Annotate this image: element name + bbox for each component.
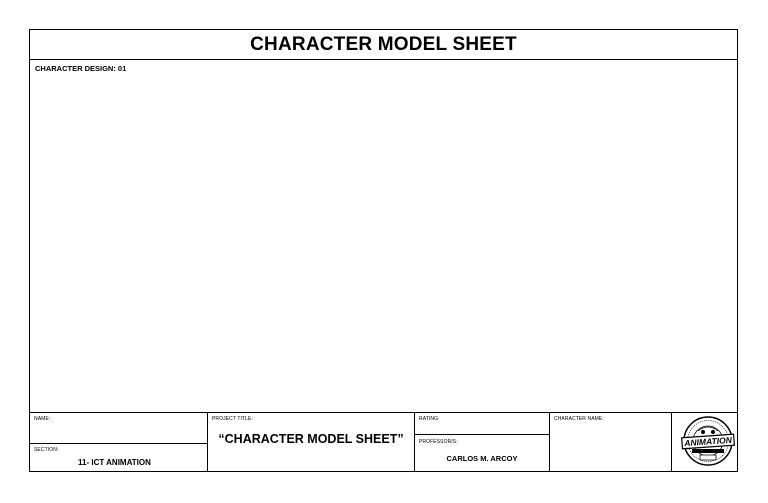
character-design-label: CHARACTER DESIGN: 01 [35,64,127,73]
sheet-title: CHARACTER MODEL SHEET [30,30,737,60]
title-block [30,412,737,472]
professor-label: PROFESSOR/S: [419,439,458,445]
section-value: 11- ICT ANIMATION [78,458,151,467]
logo-wordmark: ANIMATION [683,434,733,449]
animation-badge-icon [680,413,736,469]
professor-value: CARLOS M. ARCOY [446,454,518,463]
name-label: NAME: [34,416,51,422]
name-section-cell [30,413,208,472]
drawing-area [30,60,737,440]
project-title-value: “CHARACTER MODEL SHEET” [218,432,404,446]
divider [30,443,207,444]
model-sheet [29,29,738,472]
project-title-label: PROJECT TITLE: [212,416,253,422]
character-name-cell [550,413,672,472]
project-title-cell [208,413,415,472]
section-label: SECTION: [34,447,59,453]
divider [415,434,549,435]
character-name-label: CHARACTER NAME: [554,416,604,422]
rating-professor-cell [415,413,550,472]
rating-label: RATING: [419,416,440,422]
